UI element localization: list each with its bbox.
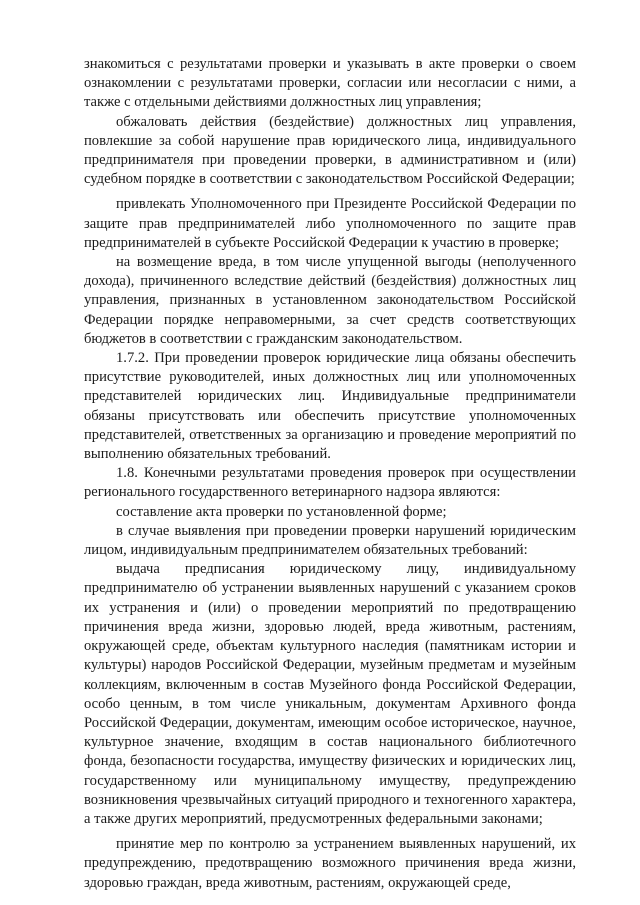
paragraph-compensation: на возмещение вреда, в том числе упущенной выгоды (неполученного дохода), причиненного вследствие действий (бездействия) должностных лиц управления, признанных в установленном законодательством Российской Федерации порядке неправомерными, за счет средств соответствующих бюджетов в соответствии с гражданским законодательством. xyxy=(84,254,576,347)
paragraph-1-7-2: 1.7.2. При проведении проверок юридические лица обязаны обеспечить присутствие руководителей, иных должностных лиц или уполномоченных представителей юридических лиц. Индивидуальные предприниматели обязаны присутствовать или обеспечить присутствие уполномоченных представителей, ответственных за организацию и проведение мероприятий по выполнению обязательных требований. xyxy=(84,350,576,463)
paragraph-violations-found: в случае выявления при проведении проверки нарушений юридическим лицом, индивидуальным предпринимателем обязательных требований: xyxy=(84,522,576,559)
paragraph-familiarize: знакомиться с результатами проверки и указывать в акте проверки о своем ознакомлении с результатами проверки, согласии или несогласии с ними, а также с отдельными действиями должностных лиц управления; xyxy=(84,56,576,111)
document-body xyxy=(84,55,576,893)
paragraph-1-8: 1.8. Конечными результатами проведения проверок при осуществлении регионального государственного ветеринарного надзора являются: xyxy=(84,465,576,501)
paragraph-appeal: обжаловать действия (бездействие) должностных лиц управления, повлекшие за собой нарушение прав юридического лица, индивидуального предпринимателя при проведении проверки, в административном и (или) судебном порядке в соответствии с законодательством Российской Федерации; xyxy=(84,113,576,188)
paragraph-order-issue: выдача предписания юридическому лицу, индивидуальному предпринимателю об устранении выявленных нарушений с указанием сроков их устранения и (или) о проведении мероприятий по предотвращению причинения вреда жизни, здоровью людей, вреда животным, растениям, окружающей среде, объектам культурного наследия (памятникам истории и культуры) народов Российской Федерации, музейным предметам и музейным коллекциям, включенным в состав Музейного фонда Российской Федерации, особо ценным, в том числе уникальным, документам Архивного фонда Российской Федерации, документам, имеющим особое историческое, научное, культурное значение, входящим в состав национального библиотечного фонда, безопасности государства, имуществу физических и юридических лиц, государственному или муниципальному имуществу, предупреждению возникновения чрезвычайных ситуаций природного и техногенного характера, а также других мероприятий, предусмотренных федеральными законами; xyxy=(84,561,576,827)
paragraph-measures: принятие мер по контролю за устранением выявленных нарушений, их предупреждению, предотвращению возможного причинения вреда жизни, здоровью граждан, вреда животным, растениям, окружающей среде, xyxy=(84,836,576,891)
paragraph-inspection-act: составление акта проверки по установленной форме; xyxy=(116,503,447,520)
paragraph-ombudsman: привлекать Уполномоченного при Президенте Российской Федерации по защите прав предпринимателей либо уполномоченного по защите прав предпринимателей в субъекте Российской Федерации к участию в проверке; xyxy=(84,196,576,251)
